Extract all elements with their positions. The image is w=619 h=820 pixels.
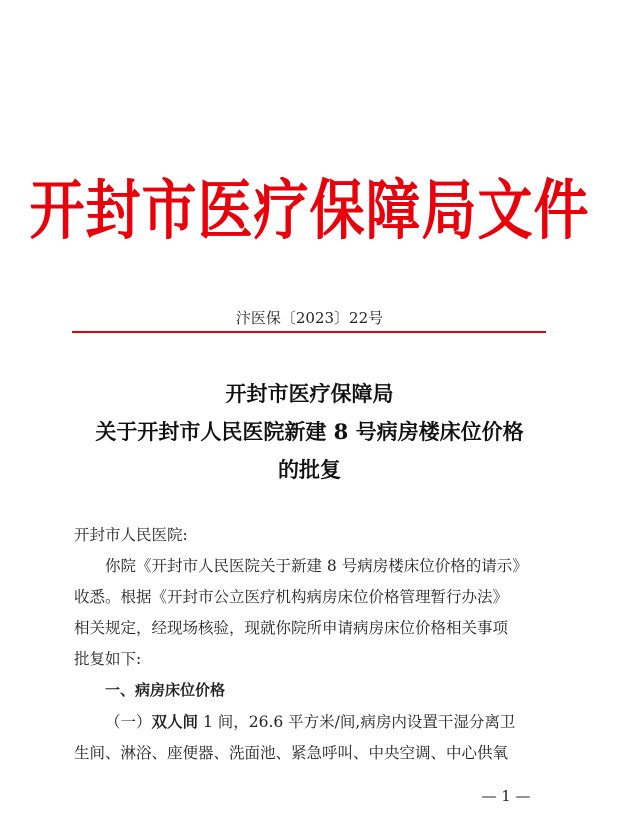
masthead-title: 开封市医疗保障局文件 (29, 171, 590, 248)
item-1-prefix: （一） (105, 713, 152, 731)
section-1-heading: 一、病房床位价格 (105, 681, 226, 699)
item-1-room-type: 双人间 (151, 712, 199, 731)
paragraph-1-line-2: 收悉。根据《开封市公立医疗机构病房床位价格管理暂行办法》 (74, 588, 509, 606)
item-1-line-2: 生间、淋浴、座便器、洗面池、紧急呼叫、中央空调、中心供氧 (74, 744, 509, 762)
document-title (0, 375, 619, 489)
item-1-description: 1 间，26.6 平方米/间,病房内设置干湿分离卫 (198, 713, 516, 731)
item-1-line-1 (74, 706, 548, 738)
salutation: 开封市人民医院: (74, 526, 188, 544)
title-line-1: 开封市医疗保障局 (225, 381, 394, 406)
page-number: — 1 — (481, 787, 531, 805)
document-body (74, 520, 548, 769)
title-line-2: 关于开封市人民医院新建 8 号病房楼床位价格 (95, 419, 524, 444)
title-line-3: 的批复 (278, 457, 341, 482)
red-divider-line (72, 331, 546, 333)
paragraph-1-line-3: 相关规定，经现场核验，现就你院所申请病房床位价格相关事项 (74, 619, 509, 637)
paragraph-1-line-4: 批复如下: (74, 650, 142, 668)
paragraph-1-line-1: 你院《开封市人民医院关于新建 8 号病房楼床位价格的请示》 (105, 557, 528, 575)
document-number: 汴医保〔2023〕22号 (235, 309, 384, 327)
